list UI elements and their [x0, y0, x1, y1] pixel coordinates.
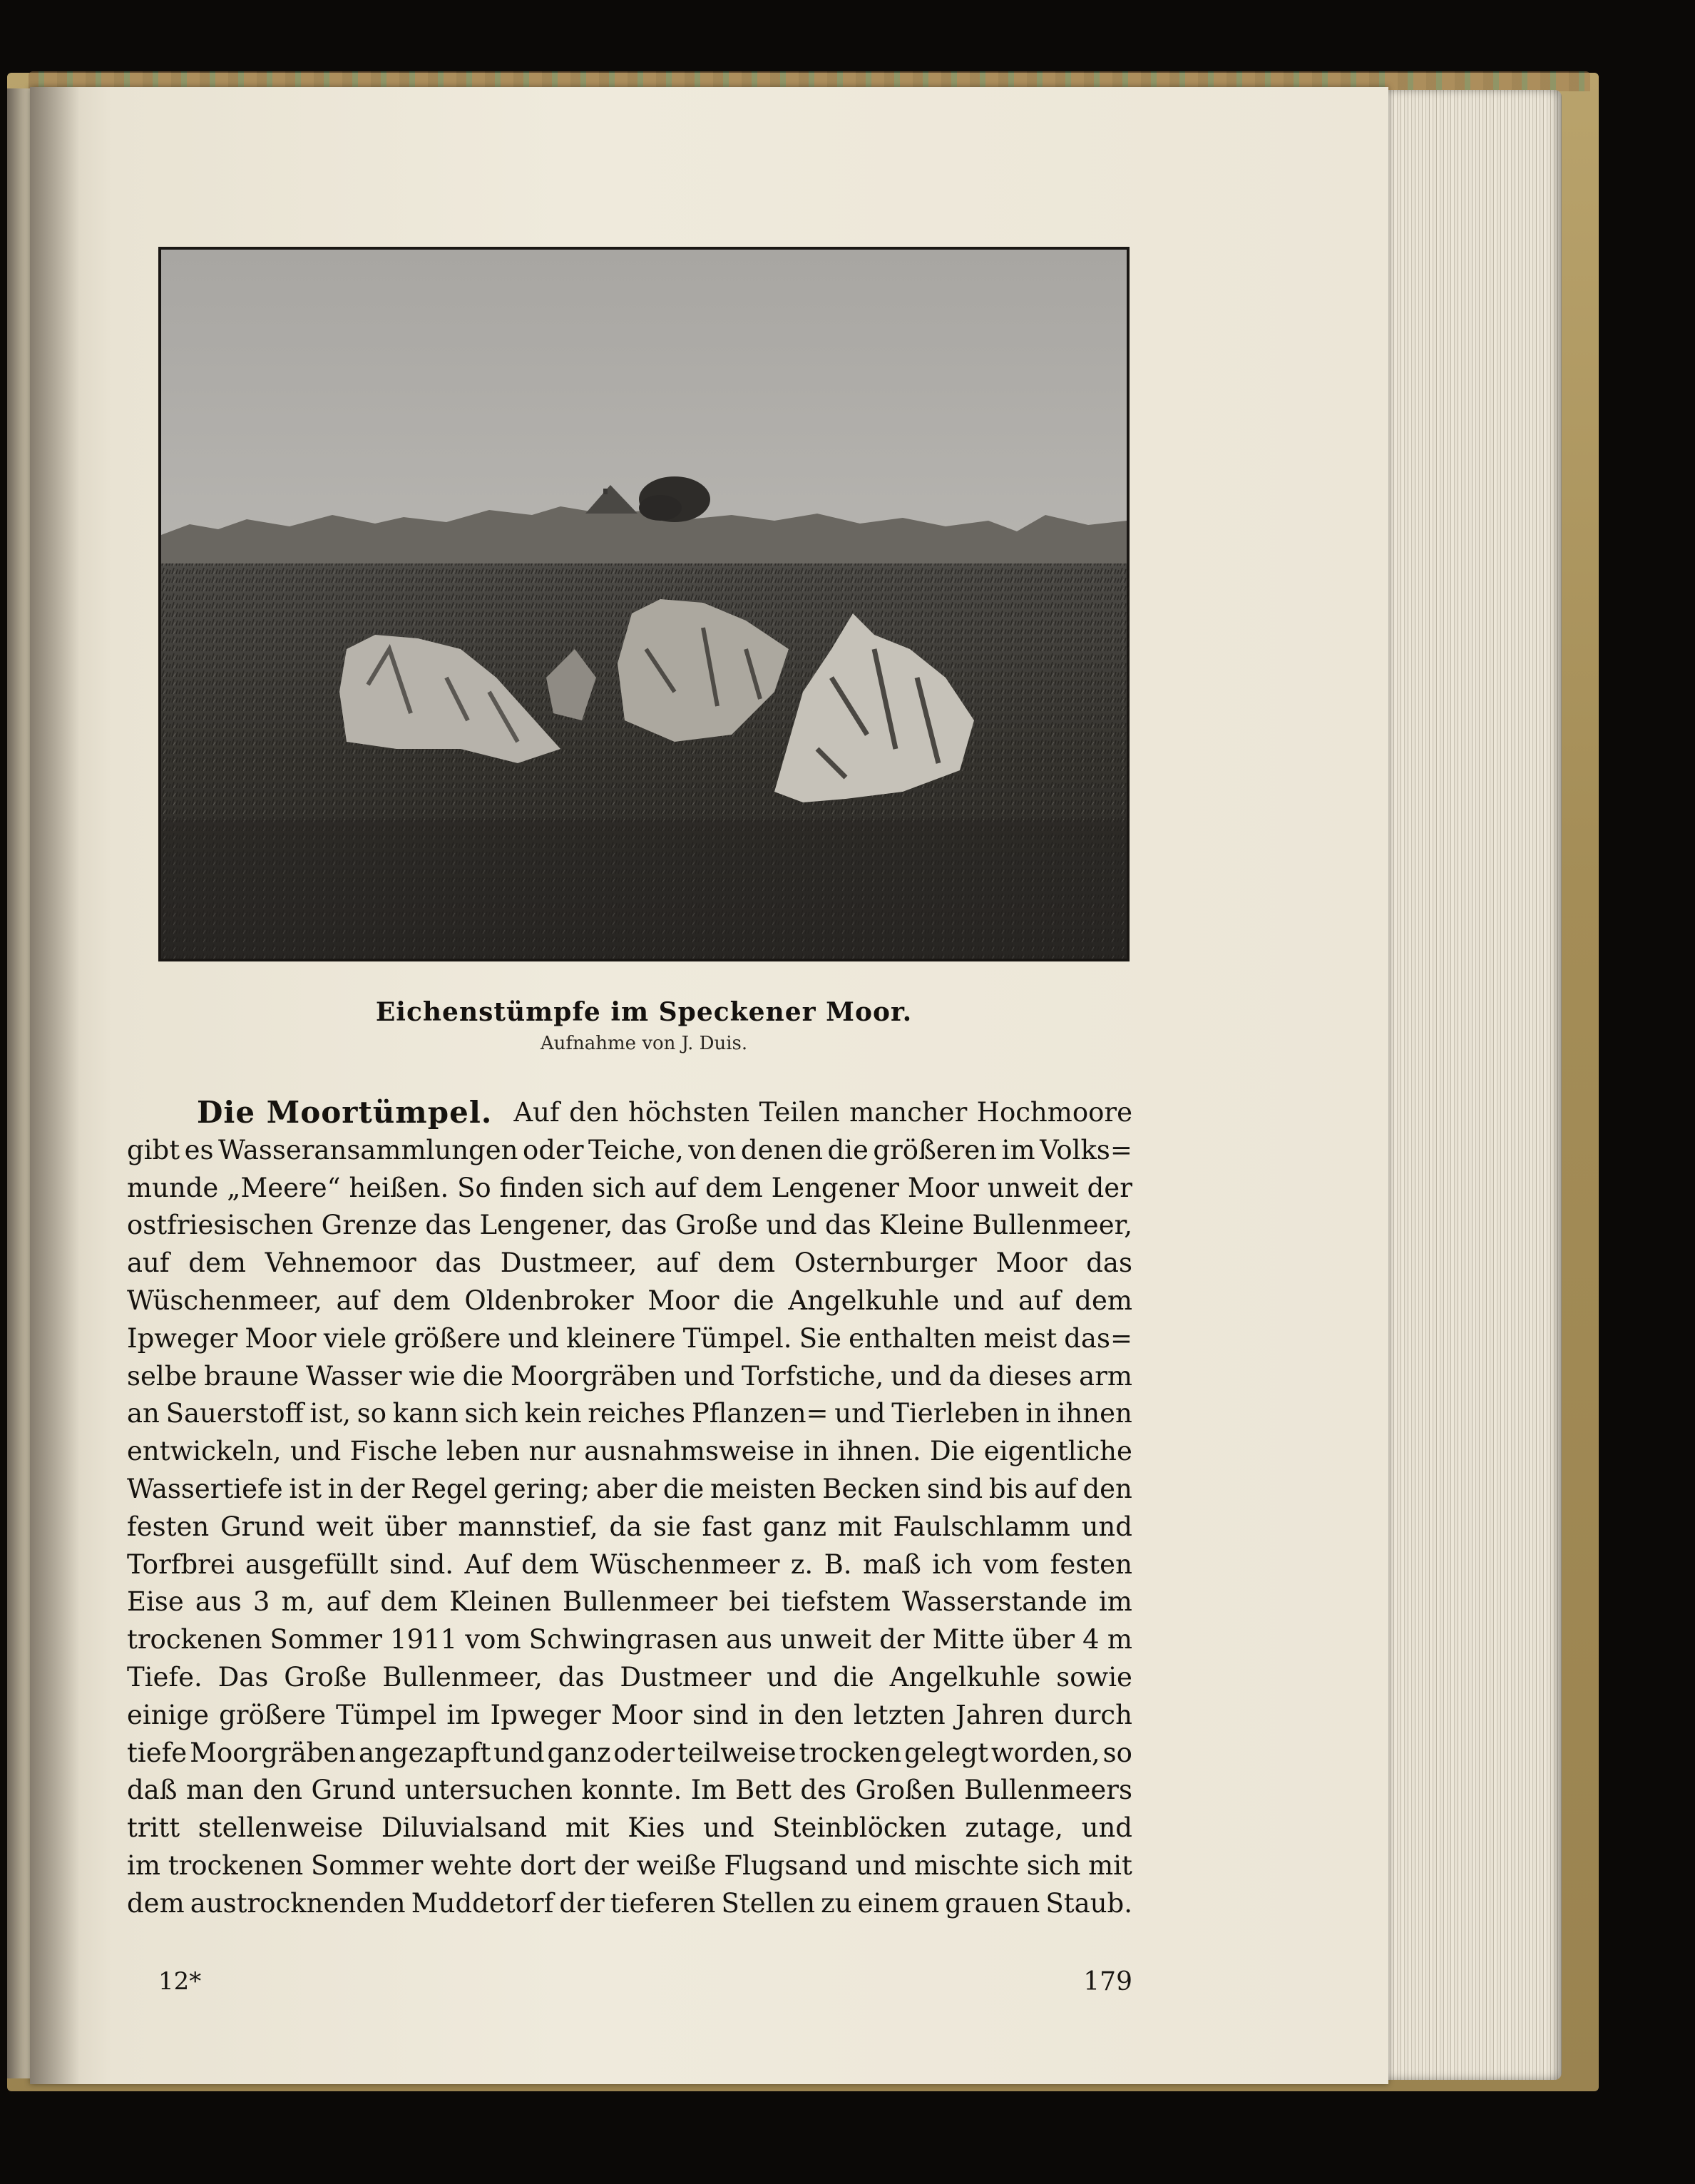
- word: in: [1025, 1398, 1051, 1429]
- word: gibt: [127, 1134, 180, 1165]
- word: ich: [932, 1548, 973, 1580]
- word: den: [794, 1699, 844, 1730]
- word: über: [1012, 1624, 1075, 1655]
- text-line: [127, 1245, 1132, 1282]
- word: und: [767, 1661, 818, 1693]
- word: Moor: [995, 1247, 1067, 1279]
- word: den: [1082, 1473, 1132, 1504]
- word: Vehnemoor: [265, 1247, 416, 1279]
- word: wehte: [431, 1849, 513, 1881]
- word: Jahren: [955, 1699, 1045, 1730]
- word: Flugsand: [724, 1849, 848, 1881]
- word: maß: [862, 1548, 921, 1580]
- text-line: [127, 1810, 1132, 1847]
- word: da: [609, 1511, 642, 1542]
- word: mischte: [913, 1849, 1020, 1881]
- text-line: [127, 1358, 1132, 1396]
- word: 3: [252, 1586, 270, 1618]
- word: Oldenbroker: [464, 1285, 634, 1316]
- word: einem: [857, 1887, 940, 1919]
- word: der: [583, 1849, 629, 1881]
- word: denen: [740, 1134, 823, 1165]
- word: von: [688, 1134, 737, 1165]
- word: sowie: [1056, 1661, 1132, 1693]
- word: dem: [1075, 1285, 1132, 1316]
- word: Sauerstoff: [165, 1398, 304, 1429]
- word: der: [879, 1624, 925, 1655]
- word: „Meere“: [227, 1172, 341, 1203]
- word: bis: [988, 1473, 1028, 1504]
- word: Bullenmeers: [963, 1775, 1132, 1806]
- word: es: [184, 1134, 214, 1165]
- word: munde: [127, 1172, 219, 1203]
- word: in: [803, 1436, 829, 1467]
- word: den: [252, 1775, 302, 1806]
- word: 1911: [390, 1624, 458, 1655]
- word: dem: [521, 1548, 579, 1580]
- word: Torfstiche,: [741, 1360, 884, 1392]
- word: Teilen: [759, 1097, 840, 1128]
- word: Auf: [464, 1548, 511, 1580]
- word: höchsten: [628, 1097, 750, 1128]
- word: Ipweger: [490, 1699, 601, 1730]
- word: und: [834, 1398, 886, 1429]
- word: im: [446, 1699, 481, 1730]
- word: dem: [705, 1172, 763, 1203]
- word: Große: [675, 1210, 758, 1241]
- word: entwickeln,: [127, 1436, 282, 1467]
- word: in: [327, 1473, 354, 1504]
- text-line: [127, 1094, 1132, 1132]
- word: m,: [281, 1586, 315, 1618]
- word: Moor: [647, 1285, 720, 1316]
- word: meist: [983, 1322, 1057, 1354]
- word: Faulschlamm: [893, 1511, 1070, 1542]
- word: untersuchen: [404, 1775, 573, 1806]
- word: im: [1098, 1586, 1132, 1618]
- word: auf: [656, 1247, 699, 1279]
- word: das=: [1064, 1322, 1132, 1354]
- word: festen: [1050, 1548, 1132, 1580]
- word: und: [766, 1210, 817, 1241]
- text-line: [127, 1433, 1132, 1471]
- word: mancher: [849, 1097, 968, 1128]
- body-text: [127, 1094, 1132, 1923]
- word: gelegt: [904, 1737, 988, 1768]
- word: Tümpel.: [682, 1322, 792, 1354]
- word: enthalten: [849, 1322, 977, 1354]
- word: dem: [380, 1586, 438, 1618]
- word: zutage,: [965, 1812, 1063, 1844]
- word: die: [662, 1473, 705, 1504]
- word: arm: [1079, 1360, 1132, 1392]
- word: ganz: [762, 1511, 826, 1542]
- text-line: [127, 1847, 1132, 1885]
- word: bei: [729, 1586, 770, 1618]
- word: mit: [837, 1511, 882, 1542]
- word: Angelkuhle: [889, 1661, 1041, 1693]
- word: Dustmeer: [620, 1661, 752, 1693]
- word: Schwingrasen: [528, 1624, 719, 1655]
- word: mit: [565, 1812, 610, 1844]
- word: Torfbrei: [127, 1548, 235, 1580]
- word: z.: [790, 1548, 814, 1580]
- word: heißen.: [349, 1172, 449, 1203]
- word: ganz: [547, 1737, 611, 1768]
- word: aber: [595, 1473, 657, 1504]
- word: Kleine: [879, 1210, 964, 1241]
- word: Große: [284, 1661, 367, 1693]
- word: die: [733, 1285, 774, 1316]
- word: und: [953, 1285, 1005, 1316]
- word: Bullenmeer: [563, 1586, 718, 1618]
- word: kein: [524, 1398, 582, 1429]
- text-line: [127, 1621, 1132, 1659]
- word: Sommer: [310, 1849, 424, 1881]
- word: das: [620, 1210, 667, 1241]
- word: konnte.: [581, 1775, 682, 1806]
- word: Becken: [822, 1473, 921, 1504]
- word: wie: [409, 1360, 456, 1392]
- word: trocken: [799, 1737, 902, 1768]
- word: auf: [336, 1285, 379, 1316]
- word: Ipweger: [127, 1322, 238, 1354]
- word: Moor: [245, 1322, 317, 1354]
- word: letzten: [854, 1699, 946, 1730]
- word: die: [462, 1360, 504, 1392]
- word: und: [1081, 1812, 1132, 1844]
- word: meisten: [710, 1473, 816, 1504]
- word: viele: [323, 1322, 387, 1354]
- word: das: [435, 1247, 482, 1279]
- word: im: [1001, 1134, 1035, 1165]
- word: auf: [127, 1247, 170, 1279]
- word: Tiefe.: [127, 1661, 203, 1693]
- word: Sie: [799, 1322, 841, 1354]
- word: das: [1086, 1247, 1132, 1279]
- word: Wüschenmeer: [590, 1548, 780, 1580]
- word: Fische: [349, 1436, 438, 1467]
- word: das: [824, 1210, 871, 1241]
- word: ausnahmsweise: [584, 1436, 795, 1467]
- word: und: [891, 1360, 942, 1392]
- word: größere: [394, 1322, 501, 1354]
- word: ist,: [309, 1398, 351, 1429]
- word: dem: [127, 1887, 185, 1919]
- word: Dustmeer,: [500, 1247, 637, 1279]
- word: Wasser: [306, 1360, 402, 1392]
- text-line: [127, 1659, 1132, 1697]
- word: So: [457, 1172, 491, 1203]
- text-line: [127, 1772, 1132, 1810]
- word: Eise: [127, 1586, 184, 1618]
- word: dem: [392, 1285, 451, 1316]
- word: Im: [690, 1775, 727, 1806]
- word: eigentliche: [983, 1436, 1132, 1467]
- word: trockenen: [168, 1849, 304, 1881]
- word: Bett: [735, 1775, 792, 1806]
- word: der: [1087, 1172, 1132, 1203]
- signature-mark: 12*: [158, 1967, 202, 1996]
- word: Auf: [513, 1097, 560, 1128]
- word: Großen: [855, 1775, 956, 1806]
- text-line: [127, 1697, 1132, 1735]
- word: auf: [326, 1586, 369, 1618]
- word: und: [703, 1812, 754, 1844]
- word: tieferen: [610, 1887, 716, 1919]
- word: Sommer: [270, 1624, 382, 1655]
- word: B.: [824, 1548, 852, 1580]
- word: Tierleben: [891, 1398, 1020, 1429]
- word: Bullenmeer,: [972, 1210, 1132, 1241]
- word: und: [683, 1360, 735, 1392]
- word: braune: [204, 1360, 299, 1392]
- word: tiefstem: [781, 1586, 891, 1618]
- word: Angelkuhle: [788, 1285, 940, 1316]
- word: auf: [654, 1172, 697, 1203]
- word: aus: [726, 1624, 773, 1655]
- word: ist: [289, 1473, 322, 1504]
- text-line: [127, 1320, 1132, 1358]
- word: dem: [188, 1247, 246, 1279]
- word: sind.: [389, 1548, 454, 1580]
- word: Diluvialsand: [381, 1812, 548, 1844]
- word: dort: [520, 1849, 576, 1881]
- word: Das: [217, 1661, 269, 1693]
- text-line: [127, 1207, 1132, 1245]
- word: Moor: [907, 1172, 979, 1203]
- word: auf: [1034, 1473, 1077, 1504]
- word: selbe: [127, 1360, 198, 1392]
- word: Tümpel: [336, 1699, 437, 1730]
- word: Regel: [411, 1473, 488, 1504]
- word: zu: [821, 1887, 852, 1919]
- word: angezapft: [358, 1737, 491, 1768]
- word: im: [127, 1849, 160, 1881]
- word: ausgefüllt: [245, 1548, 379, 1580]
- text-line: [127, 1583, 1132, 1621]
- section-heading: Die Moortümpel.: [197, 1095, 493, 1130]
- word: dem: [717, 1247, 776, 1279]
- text-line: [127, 1282, 1132, 1320]
- word: Steinblöcken: [772, 1812, 947, 1844]
- word: ostfriesischen: [127, 1210, 314, 1241]
- word: so: [357, 1398, 386, 1429]
- word: austrocknenden: [190, 1887, 406, 1919]
- word: festen: [127, 1511, 210, 1542]
- word: über: [384, 1511, 447, 1542]
- word: Moorgräben: [190, 1737, 357, 1768]
- word: oder: [613, 1737, 675, 1768]
- word: und: [290, 1436, 342, 1467]
- word: worden,: [990, 1737, 1100, 1768]
- word: größeren: [873, 1134, 998, 1165]
- word: aus: [195, 1586, 242, 1618]
- word: durch: [1054, 1699, 1132, 1730]
- word: auf: [1018, 1285, 1061, 1316]
- word: mannstief,: [458, 1511, 598, 1542]
- word: und: [508, 1322, 559, 1354]
- word: Mitte: [932, 1624, 1005, 1655]
- word: Hochmoore: [976, 1097, 1132, 1128]
- moor-photograph: [158, 247, 1130, 961]
- word: kann: [392, 1398, 459, 1429]
- word: die: [827, 1134, 869, 1165]
- word: trockenen: [127, 1624, 262, 1655]
- text-line: [127, 1132, 1132, 1170]
- word: sind: [692, 1699, 749, 1730]
- word: da: [948, 1360, 982, 1392]
- word: und: [493, 1737, 545, 1768]
- word: fast: [702, 1511, 752, 1542]
- word: Wasseransammlungen: [218, 1134, 518, 1165]
- word: das: [425, 1210, 472, 1241]
- word: sich: [592, 1172, 646, 1203]
- text-line: [127, 1735, 1132, 1772]
- word: und: [855, 1849, 907, 1881]
- figure-credit: Aufnahme von J. Duis.: [540, 1033, 748, 1054]
- word: an: [127, 1398, 160, 1429]
- word: der: [559, 1887, 605, 1919]
- word: vom: [983, 1548, 1040, 1580]
- word: finden: [499, 1172, 584, 1203]
- word: und: [1081, 1511, 1132, 1542]
- word: dieses: [988, 1360, 1072, 1392]
- word: der: [359, 1473, 405, 1504]
- word: Moor: [610, 1699, 682, 1730]
- word: ihnen: [1057, 1398, 1132, 1429]
- word: einige: [127, 1699, 209, 1730]
- word: Wüschenmeer,: [127, 1285, 322, 1316]
- word: m: [1107, 1624, 1132, 1655]
- word: Wasserstande: [902, 1586, 1087, 1618]
- word: Grund: [220, 1511, 305, 1542]
- word: oder: [522, 1134, 584, 1165]
- text-line: [127, 1471, 1132, 1509]
- figure-caption: Eichenstümpfe im Speckener Moor.: [375, 997, 913, 1027]
- word: des: [800, 1775, 846, 1806]
- word: Volks=: [1040, 1134, 1132, 1165]
- text-line-content: [513, 1094, 1132, 1132]
- word: Wassertiefe: [127, 1473, 283, 1504]
- gutter-shadow: [30, 87, 80, 2084]
- word: Grund: [311, 1775, 396, 1806]
- word: sind: [926, 1473, 983, 1504]
- word: Osternburger: [794, 1247, 977, 1279]
- word: so: [1102, 1737, 1132, 1768]
- word: die: [833, 1661, 874, 1693]
- word: in: [758, 1699, 784, 1730]
- word: tiefe: [127, 1737, 188, 1768]
- word: Kleinen: [449, 1586, 551, 1618]
- word: vom: [465, 1624, 521, 1655]
- word: tritt: [127, 1812, 180, 1844]
- word: weiße: [636, 1849, 717, 1881]
- word: größere: [219, 1699, 326, 1730]
- left-page-edge: [7, 88, 30, 2078]
- word: weit: [316, 1511, 374, 1542]
- word: unweit: [780, 1624, 872, 1655]
- word: Lengener,: [479, 1210, 613, 1241]
- word: Teiche,: [588, 1134, 684, 1165]
- word: Staub.: [1045, 1887, 1132, 1919]
- text-line: [127, 1509, 1132, 1546]
- word: unweit: [987, 1172, 1079, 1203]
- word: sich: [1026, 1849, 1081, 1881]
- word: Grenze: [321, 1210, 418, 1241]
- word: Muddetorf: [411, 1887, 554, 1919]
- word: stellenweise: [198, 1812, 364, 1844]
- text-line: [127, 1546, 1132, 1584]
- word: gering;: [493, 1473, 590, 1504]
- page-stack: [1383, 90, 1562, 2080]
- word: Stellen: [721, 1887, 816, 1919]
- text-line: [127, 1885, 1132, 1923]
- text-line: [127, 1395, 1132, 1433]
- word: sich: [464, 1398, 518, 1429]
- word: reiches: [588, 1398, 686, 1429]
- word: ihnen.: [837, 1436, 921, 1467]
- text-line: [127, 1170, 1132, 1208]
- word: kleinere: [566, 1322, 676, 1354]
- word: Pflanzen=: [691, 1398, 829, 1429]
- word: teilweise: [677, 1737, 797, 1768]
- word: Lengener: [771, 1172, 899, 1203]
- word: Bullenmeer,: [382, 1661, 543, 1693]
- word: sie: [653, 1511, 691, 1542]
- word: Kies: [628, 1812, 685, 1844]
- word: Die: [930, 1436, 975, 1467]
- word: das: [558, 1661, 605, 1693]
- word: nur: [528, 1436, 575, 1467]
- word: mit: [1088, 1849, 1132, 1881]
- word: man: [186, 1775, 244, 1806]
- word: grauen: [945, 1887, 1040, 1919]
- word: 4: [1082, 1624, 1100, 1655]
- word: leben: [446, 1436, 521, 1467]
- word: daß: [127, 1775, 178, 1806]
- word: Moorgräben: [510, 1360, 677, 1392]
- word: den: [569, 1097, 619, 1128]
- page-number: 179: [1083, 1967, 1132, 1996]
